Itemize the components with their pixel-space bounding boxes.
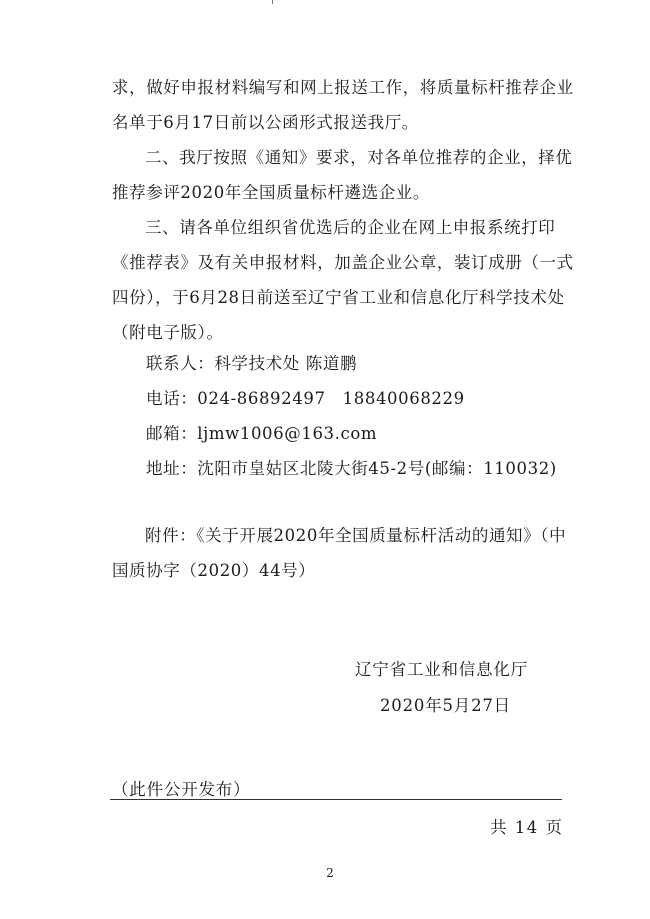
- page-top-mark: [272, 0, 273, 4]
- contact-email: 邮箱：ljmw1006@163.com: [146, 424, 378, 443]
- contact-address: 地址：沈阳市皇姑区北陵大街45-2号(邮编：110032): [146, 459, 557, 478]
- footer-rule: [110, 799, 562, 800]
- issue-date: 2020年5月27日: [380, 696, 511, 715]
- contact-person: 联系人：科学技术处 陈道鹏: [146, 354, 358, 373]
- attachment-note: 附件：《关于开展2020年全国质量标杆活动的通知》（中国质协字（2020）44号）: [112, 526, 567, 580]
- paragraph-submission: 求，做好申报材料编写和网上报送工作，将质量标杆推荐企业名单于6月17日前以公函形式报送我厅。: [112, 78, 574, 132]
- contact-phone: 电话：024-86892497 18840068229: [146, 389, 465, 408]
- page-number: 2: [326, 866, 334, 880]
- issuer-name: 辽宁省工业和信息化厅: [355, 660, 528, 679]
- paragraph-recommendation: 二、我厅按照《通知》要求，对各单位推荐的企业，择优推荐参评2020年全国质量标杆遴选企业。: [112, 148, 573, 202]
- page-count: 共 14 页: [490, 818, 564, 837]
- paragraph-instructions: 三、请各单位组织省优选后的企业在网上申报系统打印《推荐表》及有关申报材料，加盖企业公章，装订成册（一式四份），于6月28日前送至辽宁省工业和信息化厅科学技术处（附电子版）。: [112, 218, 574, 342]
- disclosure-note: （此件公开发布）: [112, 780, 251, 799]
